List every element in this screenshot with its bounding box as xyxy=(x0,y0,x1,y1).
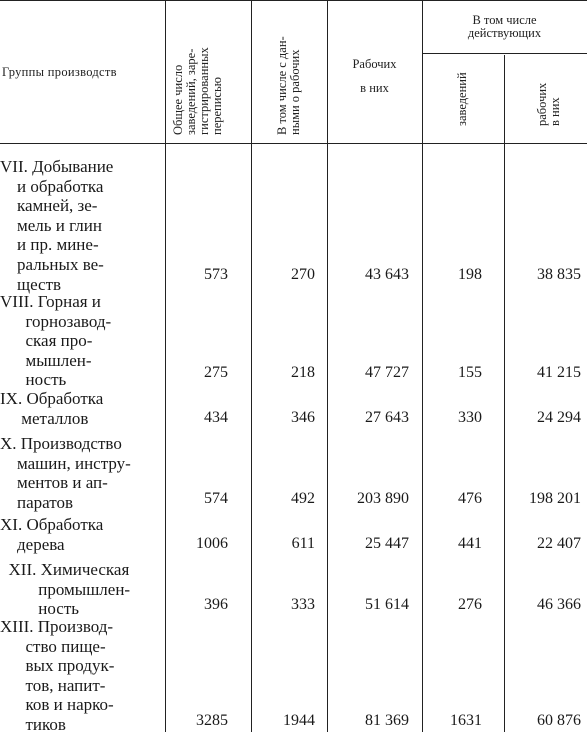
operating-workers-xii: 46 366 xyxy=(537,596,581,613)
with-data-ix: 346 xyxy=(291,409,315,426)
operating-workers-viii: 41 215 xyxy=(537,364,581,381)
with-data-xii: 333 xyxy=(291,596,315,613)
header-operating-establishments: заведений xyxy=(455,72,469,126)
workers-ix: 27 643 xyxy=(365,409,409,426)
total-viii: 275 xyxy=(204,364,228,381)
header-bottom-rule xyxy=(0,143,587,144)
header-with-worker-data: В том числе с дан- ными о рабочих xyxy=(275,36,302,135)
operating-workers-xiii: 60 876 xyxy=(537,712,581,729)
operating-establishments-x: 476 xyxy=(458,490,482,507)
operating-establishments-xiii: 1631 xyxy=(450,712,482,729)
group-name-xii: XII. Химическая промышлен- ность xyxy=(8,560,131,619)
group-name-vii: VII. Добывание и обработка камней, зе- мель и глин и пр. мине- ральных ве- ществ xyxy=(0,157,114,294)
workers-x: 203 890 xyxy=(357,490,409,507)
total-xi: 1006 xyxy=(196,535,228,552)
header-top-rule xyxy=(0,0,587,1)
header-operating-workers: рабочих в них xyxy=(535,82,562,126)
operating-establishments-ix: 330 xyxy=(458,409,482,426)
operating-establishments-vii: 198 xyxy=(458,266,482,283)
with-data-viii: 218 xyxy=(291,364,315,381)
header-total-establishments: Общее число заведений, заре- гистрированных переписью xyxy=(171,47,224,135)
column-rule-5 xyxy=(504,55,505,732)
header-workers: Рабочих в них xyxy=(352,57,397,95)
with-data-vii: 270 xyxy=(291,266,315,283)
header-operating: В том числе действующих xyxy=(467,13,542,40)
workers-xii: 51 614 xyxy=(365,596,409,613)
operating-establishments-viii: 155 xyxy=(458,364,482,381)
operating-workers-xi: 22 407 xyxy=(537,535,581,552)
operating-workers-vii: 38 835 xyxy=(537,266,581,283)
header-groups: Группы производств xyxy=(2,65,117,79)
with-data-x: 492 xyxy=(291,490,315,507)
operating-establishments-xii: 276 xyxy=(458,596,482,613)
operating-subheader-rule xyxy=(422,53,587,54)
total-x: 574 xyxy=(204,490,228,507)
group-name-x: X. Производство машин, инстру- ментов и ап- паратов xyxy=(0,434,131,512)
with-data-xi: 611 xyxy=(291,535,315,552)
workers-xiii: 81 369 xyxy=(365,712,409,729)
group-name-xi: XI. Обработка дерева xyxy=(0,515,104,554)
total-xii: 396 xyxy=(204,596,228,613)
operating-workers-x: 198 201 xyxy=(529,490,581,507)
group-name-viii: VIII. Горная и горнозавод- ская про- мышлен- ность xyxy=(0,292,112,390)
with-data-xiii: 1944 xyxy=(283,712,315,729)
total-xiii: 3285 xyxy=(196,712,228,729)
operating-establishments-xi: 441 xyxy=(458,535,482,552)
group-name-ix: IX. Обработка металлов xyxy=(0,389,104,428)
total-ix: 434 xyxy=(204,409,228,426)
workers-xi: 25 447 xyxy=(365,535,409,552)
group-name-xiii: XIII. Производ- ство пище- вых продук- тов, напит- ков и нарко- тиков xyxy=(0,617,115,734)
workers-vii: 43 643 xyxy=(365,266,409,283)
operating-workers-ix: 24 294 xyxy=(537,409,581,426)
total-vii: 573 xyxy=(204,266,228,283)
workers-viii: 47 727 xyxy=(365,364,409,381)
